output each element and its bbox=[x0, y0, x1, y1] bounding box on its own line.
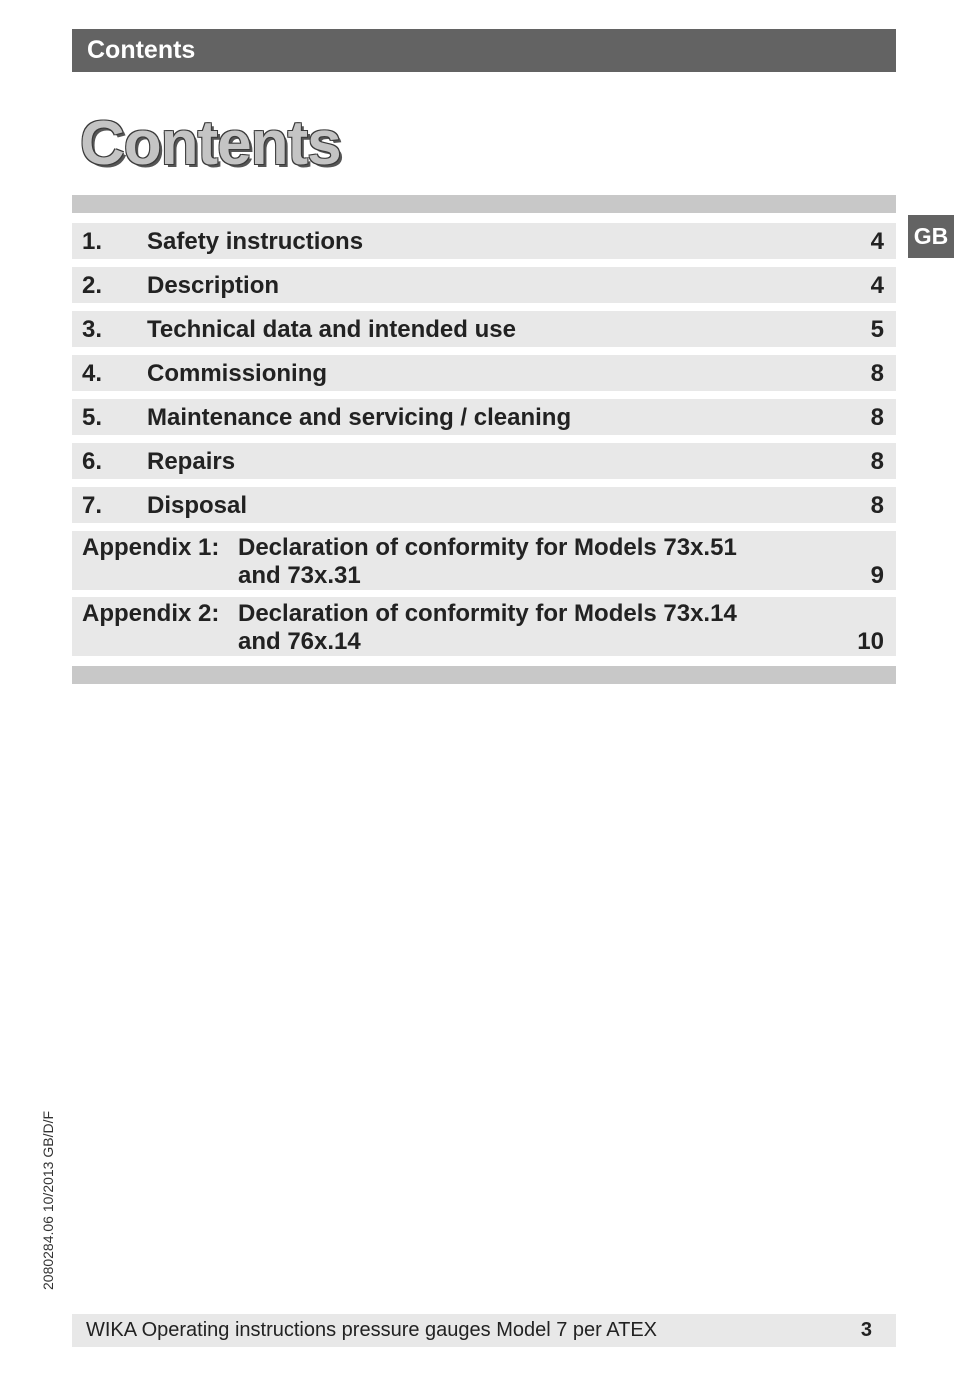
appendix-title-line2: and 73x.31 bbox=[238, 562, 361, 589]
toc-entry-page: 8 bbox=[870, 404, 884, 431]
page-title: Contents bbox=[80, 109, 341, 178]
appendix-label: Appendix 2: bbox=[82, 600, 220, 627]
toc-entry-title: Commissioning bbox=[147, 360, 328, 387]
document-code: 2080284.06 10/2013 GB/D/F bbox=[40, 1110, 56, 1290]
toc-entry-number: 6. bbox=[82, 448, 103, 475]
appendix-title-line1: Declaration of conformity for Models 73x.14 bbox=[238, 600, 737, 627]
appendix-title-line1: Declaration of conformity for Models 73x.51 bbox=[238, 534, 737, 561]
header-bar bbox=[72, 29, 896, 72]
footer-bar bbox=[72, 1314, 896, 1347]
toc-entry-page: 8 bbox=[870, 448, 884, 475]
toc-entry-4[interactable] bbox=[72, 355, 896, 391]
toc-entry-title: Repairs bbox=[147, 448, 236, 475]
toc-entry-5[interactable] bbox=[72, 399, 896, 435]
toc-entry-page: 8 bbox=[870, 492, 884, 519]
toc-entry-2[interactable] bbox=[72, 267, 896, 303]
toc-entry-page: 4 bbox=[870, 228, 884, 255]
toc-entry-7[interactable] bbox=[72, 487, 896, 523]
toc-entry-title: Technical data and intended use bbox=[147, 316, 516, 343]
toc-appendix-1[interactable] bbox=[72, 531, 896, 590]
toc-entry-3[interactable] bbox=[72, 311, 896, 347]
appendix-page: 9 bbox=[870, 562, 884, 589]
toc-entry-title: Safety instructions bbox=[147, 228, 364, 255]
appendix-title-line2: and 76x.14 bbox=[238, 628, 361, 655]
appendix-page: 10 bbox=[857, 628, 884, 655]
header-title: Contents bbox=[87, 36, 196, 64]
toc-entry-6[interactable] bbox=[72, 443, 896, 479]
toc-entry-page: 4 bbox=[870, 272, 884, 299]
toc-entry-page: 5 bbox=[870, 316, 884, 343]
toc-entry-number: 5. bbox=[82, 404, 103, 431]
toc-entry-number: 3. bbox=[82, 316, 103, 343]
toc-entry-number: 7. bbox=[82, 492, 103, 519]
toc-entry-1[interactable] bbox=[72, 223, 896, 259]
footer-page-number: 3 bbox=[860, 1319, 872, 1341]
toc-entry-title: Description bbox=[147, 272, 280, 299]
toc-entry-number: 1. bbox=[82, 228, 103, 255]
footer-text: WIKA Operating instructions pressure gauges Model 7 per ATEX bbox=[86, 1319, 658, 1341]
toc-bottom-rule bbox=[72, 666, 896, 684]
toc-entry-title: Maintenance and servicing / cleaning bbox=[147, 404, 572, 431]
toc-entry-title: Disposal bbox=[147, 492, 248, 519]
toc-entry-number: 4. bbox=[82, 360, 103, 387]
toc-entry-number: 2. bbox=[82, 272, 103, 299]
toc-appendix-2[interactable] bbox=[72, 597, 896, 656]
language-tab: GB bbox=[908, 215, 954, 258]
appendix-label: Appendix 1: bbox=[82, 534, 220, 561]
toc-top-rule bbox=[72, 195, 896, 213]
toc-entry-page: 8 bbox=[870, 360, 884, 387]
